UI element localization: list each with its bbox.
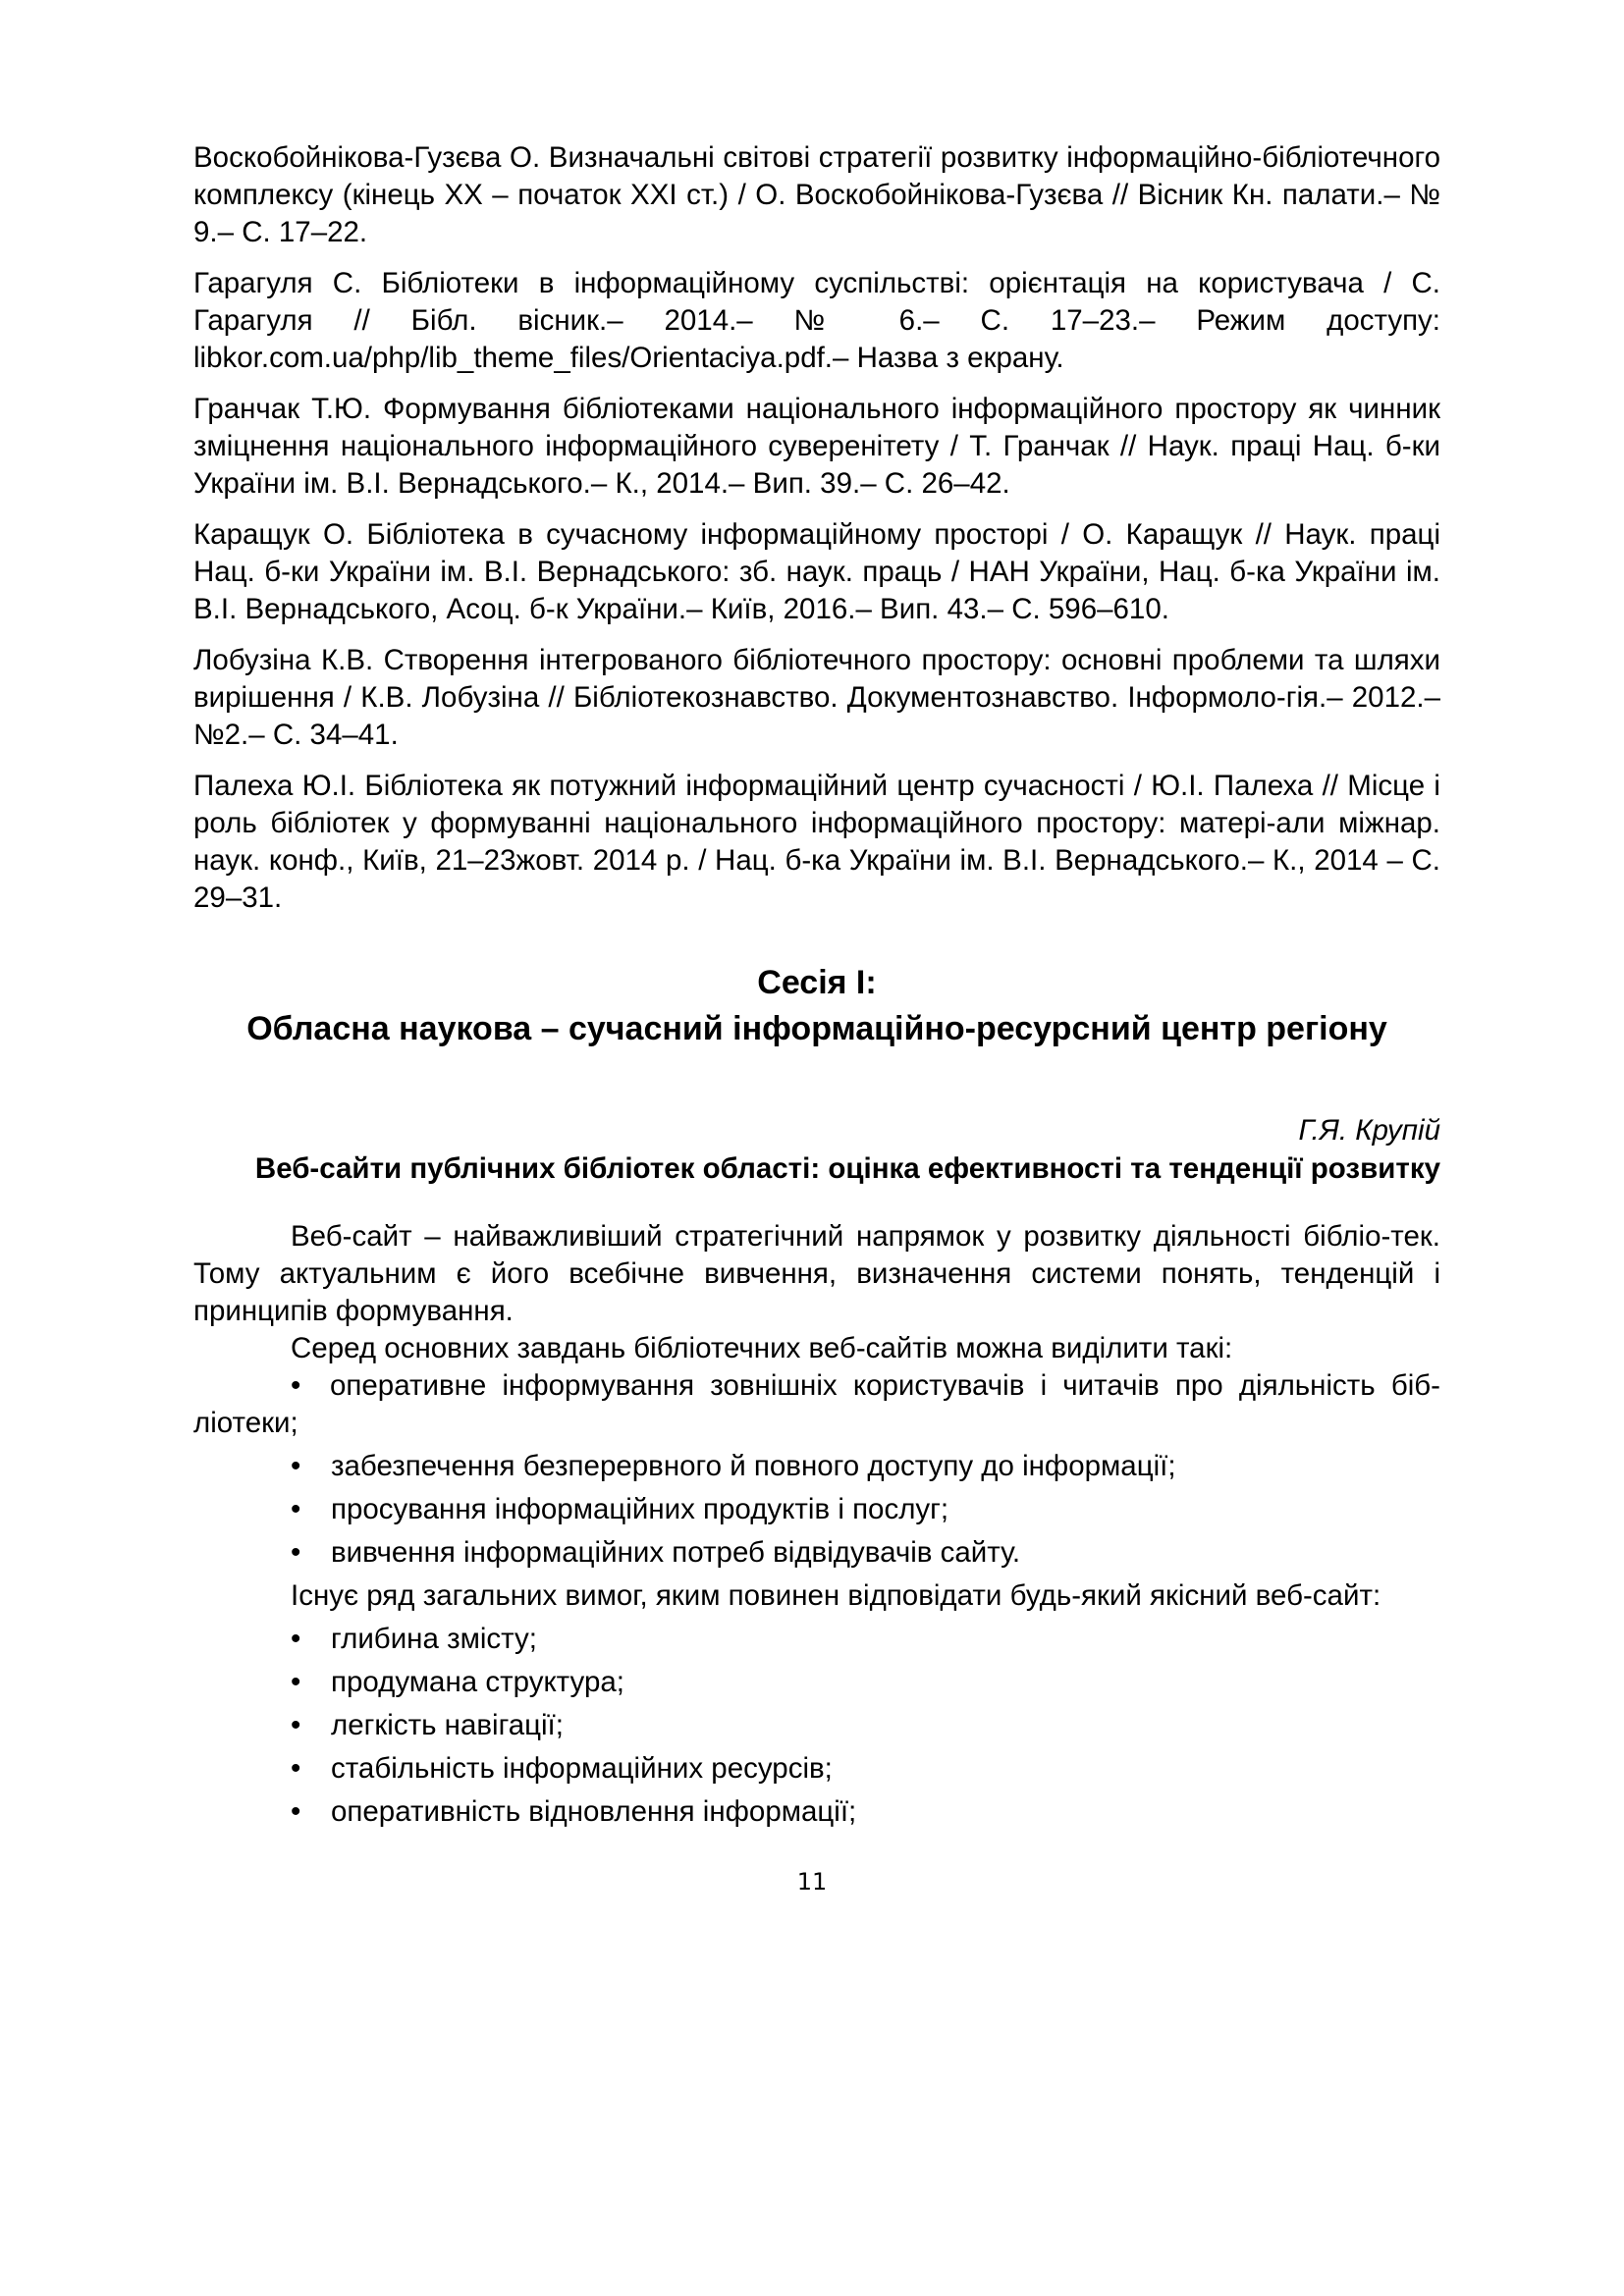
- list-item: [291, 1491, 1440, 1528]
- bullet-icon: •: [291, 1450, 301, 1482]
- list-item-text: оперативність відновлення інформації;: [331, 1795, 857, 1828]
- list-item: [291, 1621, 1440, 1658]
- tasks-list: [193, 1448, 1440, 1572]
- references-list: [193, 139, 1440, 931]
- paragraph: Серед основних завдань бібліотечних веб-сайтів можна виділити такі:: [291, 1332, 1233, 1364]
- bullet-icon: •: [291, 1623, 301, 1655]
- session-heading: [193, 960, 1440, 1052]
- session-title: Обласна наукова – сучасний інформаційно-ресурсний центр регіону: [246, 1010, 1387, 1047]
- reference-item: Воскобойнікова-Гузєва О. Визначальні світові стратегії розвитку інформаційно-бібліотечного комплексу (кінець ХХ – початок ХХІ ст.) / О. Воскобойнікова-Гузєва // Вісник Кн. палати.– № 9.– С. 17–22.: [193, 141, 1440, 248]
- list-item: [291, 1750, 1440, 1788]
- list-item: [291, 1534, 1440, 1572]
- list-item-text: забезпечення безперервного й повного доступу до інформації;: [331, 1450, 1176, 1482]
- session-number: Сесія І:: [757, 964, 877, 1001]
- list-item-text: легкість навігації;: [331, 1709, 564, 1741]
- reference-item: Каращук О. Бібліотека в сучасному інформаційному просторі / О. Каращук // Наук. праці Нац. б-ки України ім. В.І. Вернадського: зб. наук. праць / НАН України, Нац. б-ка України ім. В.І. Вернадського, Асоц. б-к України.– Київ, 2016.– Вип. 43.– С. 596–610.: [193, 518, 1440, 625]
- list-item: [291, 1707, 1440, 1744]
- paragraph: Веб-сайт – найважливіший стратегічний напрямок у розвитку діяльності бібліо-тек. Тому актуальним є його всебічне вивчення, визначення системи понять, тенденцій і принципів формування.: [193, 1220, 1440, 1327]
- list-item: [193, 1367, 1440, 1442]
- page-number: 11: [796, 1868, 828, 1896]
- article-title: Веб-сайти публічних бібліотек області: оцінка ефективності та тенденції розвитку: [254, 1152, 1440, 1185]
- list-item: [291, 1793, 1440, 1831]
- bullet-icon: •: [291, 1795, 301, 1828]
- reference-item: Палеха Ю.І. Бібліотека як потужний інформаційний центр сучасності / Ю.І. Палеха // Місце і роль бібліотек у формуванні національного інформаційного простору: матері-али міжнар. наук. конф., Київ, 21–23жовт. 2014 р. / Нац. б-ка України ім. В.І. Вернадського.– К., 2014 – С. 29–31.: [193, 770, 1440, 914]
- list-item-text: оперативне інформування зовнішніх користувачів і читачів про діяльність біб-ліотеки;: [193, 1369, 1440, 1439]
- article-body: [193, 1218, 1440, 1837]
- bullet-icon: •: [291, 1709, 301, 1741]
- bullet-icon: •: [291, 1666, 301, 1698]
- list-item: [291, 1448, 1440, 1485]
- bullet-icon: •: [291, 1369, 301, 1402]
- requirements-list: [193, 1621, 1440, 1831]
- bullet-icon: •: [291, 1493, 301, 1525]
- reference-item: Гарагуля С. Бібліотеки в інформаційному суспільстві: орієнтація на користувача / С. Гарагуля // Бібл. вісник.– 2014.– № 6.– С. 17–23.– Режим доступу: libkor.com.ua/php/lib_theme_files/Orientaciya.pdf.– Назва з екрану.: [193, 267, 1440, 374]
- list-item-text: стабільність інформаційних ресурсів;: [331, 1752, 833, 1785]
- bullet-icon: •: [291, 1536, 301, 1569]
- reference-item: Гранчак Т.Ю. Формування бібліотеками національного інформаційного простору як чинник зміцнення національного інформаційного суверенітету / Т. Гранчак // Наук. праці Нац. б-ки України ім. В.І. Вернадського.– К., 2014.– Вип. 39.– С. 26–42.: [193, 393, 1440, 500]
- article-author: Г.Я. Крупій: [1298, 1114, 1440, 1147]
- list-item-text: глибина змісту;: [331, 1623, 537, 1655]
- list-item-text: продумана структура;: [331, 1666, 624, 1698]
- bullet-icon: •: [291, 1752, 301, 1785]
- paragraph: Існує ряд загальних вимог, яким повинен відповідати будь-який якісний веб-сайт:: [291, 1579, 1381, 1612]
- reference-item: Лобузіна К.В. Створення інтегрованого бібліотечного простору: основні проблеми та шляхи вирішення / К.В. Лобузіна // Бібліотекознавство. Документознавство. Інформоло-гія.– 2012.– №2.– С. 34–41.: [193, 644, 1440, 751]
- list-item: [291, 1664, 1440, 1701]
- list-item-text: просування інформаційних продуктів і послуг;: [331, 1493, 949, 1525]
- list-item-text: вивчення інформаційних потреб відвідувачів сайту.: [331, 1536, 1021, 1569]
